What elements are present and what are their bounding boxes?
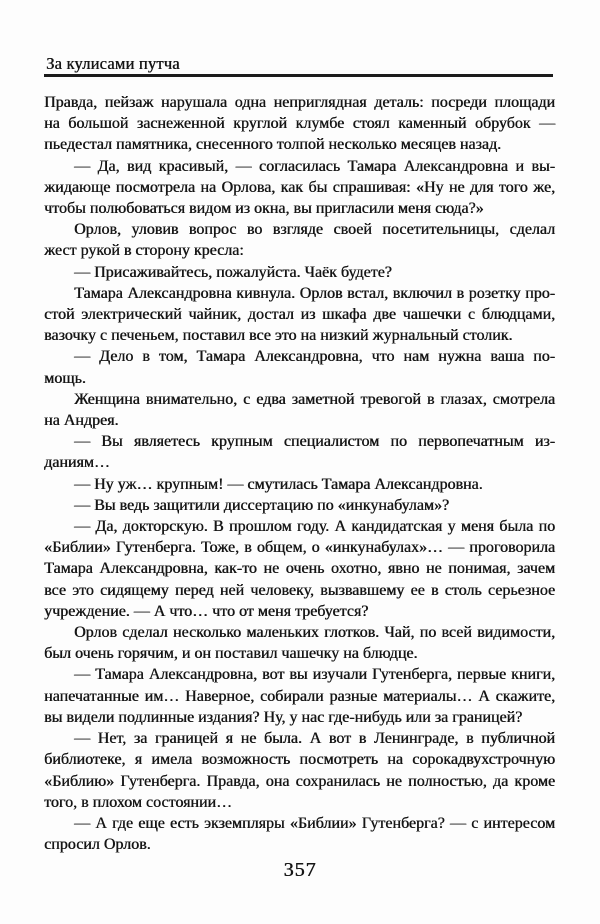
text-line: Женщина внимательно, с едва заметной тревогой в глазах, смотрела: [74, 390, 555, 408]
text-line: мощь.: [44, 369, 86, 387]
text-line: на большой заснеженной круглой клумбе стоял каменный обрубок —: [44, 115, 555, 133]
text-line: — Нет, за границей я не была. А вот в Ленинграде, в публичной: [74, 730, 555, 748]
text-line: — Тамара Александровна, вот вы изучали Гутенберга, первые книги,: [74, 666, 555, 684]
text-line: учреждение. — А что… что от меня требуется?: [44, 602, 369, 620]
text-line: — Дело в том, Тамара Александровна, что нам нужна ваша по-: [74, 348, 555, 366]
text-line: «Библию» Гутенберга. Правда, она сохранилась не полностью, да кроме: [44, 772, 555, 790]
text-line: был очень горячим, и он поставил чашечку на блюдце.: [44, 645, 418, 663]
text-line: — Да, вид красивый, — согласилась Тамара Александровна и вы-: [74, 157, 555, 175]
text-line: — Ну уж… крупным! — смутилась Тамара Александровна.: [74, 475, 483, 493]
text-line: даниям…: [44, 454, 110, 472]
text-line: напечатанные им… Наверное, собирали разные материалы… А скажите,: [44, 687, 555, 705]
text-line: — А где еще есть экземпляры «Библии» Гутенберга? — с интересом: [74, 814, 555, 832]
text-line: того, в плохом состоянии…: [44, 793, 232, 811]
running-head-title: За кулисами путча: [46, 54, 180, 73]
text-line: все это сидящему перед ней человеку, вызвавшему ее в столь серьезное: [44, 581, 555, 599]
text-line: — Вы являетесь крупным специалистом по первопечатным из-: [74, 433, 555, 451]
text-line: Орлов сделал несколько маленьких глотков. Чай, по всей видимости,: [74, 624, 555, 642]
text-line: жидающе посмотрела на Орлова, как бы спрашивая: «Ну не для того же,: [44, 178, 555, 196]
header-rule: [44, 74, 553, 77]
text-line: — Присаживайтесь, пожалуйста. Чаёк будете?: [74, 263, 392, 281]
text-line: Тамара Александровна кивнула. Орлов встал, включил в розетку про-: [74, 284, 555, 302]
text-line: — Вы ведь защитили диссертацию по «инкунабулам»?: [74, 496, 450, 514]
text-line: — Да, докторскую. В прошлом году. А кандидатская у меня была по: [74, 518, 555, 536]
text-line: библиотеке, я имела возможность посмотреть на сорокадвухстрочную: [44, 751, 555, 769]
body-text: [44, 92, 555, 855]
text-line: Орлов, уловив вопрос во взгляде своей посетительницы, сделал: [74, 221, 555, 239]
page-number: 357: [283, 859, 317, 881]
text-line: стой электрический чайник, достал из шкафа две чашечки с блюдцами,: [44, 306, 555, 324]
text-line: спросил Орлов.: [44, 836, 151, 854]
text-line: вы видели подлинные издания? Ну, у нас где-нибудь или за границей?: [44, 708, 523, 726]
text-line: жест рукой в сторону кресла:: [44, 242, 244, 260]
running-head: [46, 54, 180, 74]
text-line: Правда, пейзаж нарушала одна неприглядная деталь: посреди площади: [44, 94, 555, 111]
text-line: «Библии» Гутенберга. Тоже, в общем, о «инкунабулах»… — проговорила: [44, 539, 555, 557]
text-line: на Андрея.: [44, 412, 119, 430]
text-line: Тамара Александровна, как-то не очень охотно, явно не понимая, зачем: [44, 560, 555, 578]
text-line: чтобы полюбоваться видом из окна, вы пригласили меня сюда?»: [44, 200, 484, 218]
text-line: пьедестал памятника, снесенного толпой несколько месяцев назад.: [44, 136, 502, 154]
text-line: вазочку с печеньем, поставил все это на низкий журнальный столик.: [44, 327, 513, 345]
